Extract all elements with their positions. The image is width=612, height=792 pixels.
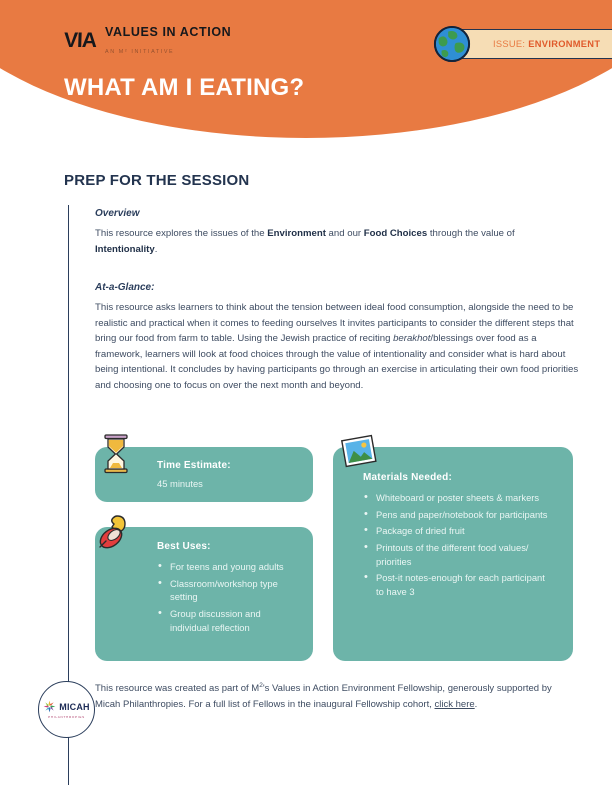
list-item: • Package of dried fruit [363, 524, 553, 538]
time-estimate-value: 45 minutes [157, 478, 203, 489]
at-a-glance-block [95, 282, 580, 393]
overview-bold-2: Food Choices [363, 228, 428, 239]
micah-logo-subtitle: PHILANTHROPIES [48, 714, 85, 719]
list-item: • Classroom/workshop type setting [157, 577, 299, 604]
page-title: WHAT AM I EATING? [64, 74, 305, 101]
best-uses-list [157, 560, 299, 634]
footer-text-2: 's Values in Action Environment Fellowship, generously supported by Micah Philanthropies. For a full list of Fellows in the inaugural Fellowship cohort, [95, 683, 552, 710]
time-estimate-title: Time Estimate: [157, 460, 231, 471]
photo-icon [340, 434, 378, 470]
at-a-glance-label: At-a-Glance: [95, 282, 155, 293]
footer-text-3: . [474, 698, 478, 710]
overview-block [95, 208, 555, 257]
at-a-glance-italic-1: berakhot [393, 333, 431, 345]
via-logo-mark: VIA [63, 29, 97, 53]
materials-needed-list [363, 491, 553, 598]
list-item: • Printouts of the different food values/ priorities [363, 541, 553, 568]
list-item: • For teens and young adults [157, 560, 299, 574]
list-item: • Whiteboard or poster sheets & markers [363, 491, 553, 505]
header-orange-curve [0, 0, 612, 138]
issue-badge-value: ENVIRONMENT [528, 39, 601, 49]
at-a-glance-text-1: This resource asks learners to think about the tension between ideal food consumption, alongside the need to be realistic and practical when it comes to feeding ourselves It invites participants to consider the different steps that bring our food from farm to table. Using the Jewish practice of reciting [95, 302, 574, 345]
overview-bold-3: Intentionality [95, 243, 155, 255]
overview-bold-1: Environment [267, 228, 326, 239]
list-item: • Group discussion and individual reflection [157, 607, 299, 634]
list-item: • Post-it notes-enough for each participant to have 3 [363, 571, 553, 598]
materials-needed-card [333, 447, 573, 661]
footer-superscript: 2 [259, 682, 263, 689]
list-item: • Pens and paper/notebook for participants [363, 508, 553, 522]
best-uses-title: Best Uses: [157, 541, 211, 552]
via-logo-title: VALUES IN ACTION [105, 25, 232, 39]
overview-text-2: and our [325, 228, 364, 239]
page-header [0, 0, 612, 150]
section-heading: PREP FOR THE SESSION [64, 172, 250, 189]
at-a-glance-paragraph [95, 300, 580, 393]
issue-badge [455, 29, 612, 59]
footer-credit-text [95, 681, 565, 712]
click-here-link[interactable]: click here [434, 698, 475, 710]
micah-logo-name: MICAH [59, 701, 90, 712]
overview-paragraph [95, 226, 555, 257]
via-logo [64, 24, 231, 58]
materials-needed-title: Materials Needed: [363, 472, 452, 483]
globe-icon [433, 25, 471, 63]
via-logo-subtitle: AN M² INITIATIVE [105, 48, 175, 55]
pushpin-icon [96, 514, 136, 554]
issue-badge-label: ISSUE: [493, 39, 526, 49]
micah-logo [38, 681, 95, 738]
footer-text-1: This resource was created as part of M [95, 683, 260, 695]
overview-text-4: . [154, 243, 158, 255]
overview-label: Overview [95, 208, 140, 219]
at-a-glance-text-2: /blessings over food as a framework, learners will look at food choices through the value of intentionality and consider what is hard about being intentional. It concludes by having participants go through an exercise in articulating their own food priorities and choosing one to focus on over the next month and beyond. [95, 333, 579, 391]
overview-text-1: This resource explores the issues of the [95, 228, 268, 239]
hourglass-icon [99, 434, 133, 474]
overview-text-3: through the value of [427, 228, 515, 239]
micah-starburst-icon [43, 700, 56, 713]
